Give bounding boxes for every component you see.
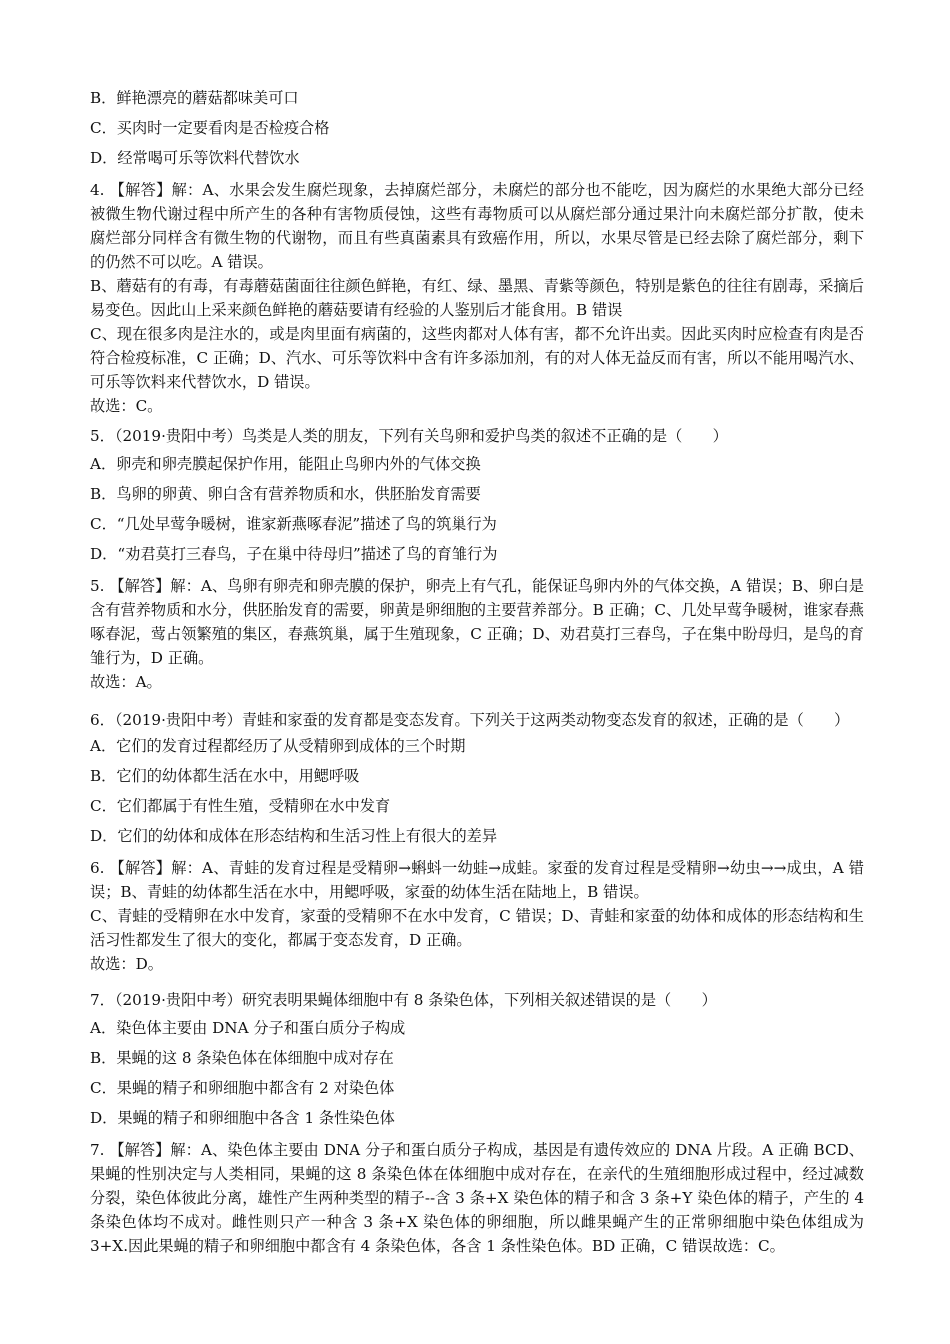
- solution-paragraph: 4. 【解答】解：A、水果会发生腐烂现象，去掉腐烂部分，未腐烂的部分也不能吃，因为腐烂的水果绝大部分已经被微生物代谢过程中所产生的各种有害物质侵蚀，这些有毒物质可以从腐烂部分通过果汁向未腐烂部分扩散，使未腐烂部分同样含有微生物的代谢物，而且有些真菌素具有致癌作用，所以，水果尽管是已经去除了腐烂部分，剩下的仍然不可以吃。A 错误。: [90, 181, 864, 271]
- solution-paragraph: 故选：C。: [90, 397, 163, 415]
- answer-option: B．鲜艳漂亮的蘑菇都味美可口: [90, 89, 299, 107]
- solution-paragraph: 6. 【解答】解：A、青蛙的发育过程是受精卵→蝌蚪一幼蛙→成蛙。家蚕的发育过程是受精卵→幼虫→→成虫，A 错误；B、青蛙的幼体都生活在水中，用鳃呼吸，家蚕的幼体生活在陆地上，B 错误。: [90, 859, 864, 901]
- answer-option: A．卵壳和卵壳膜起保护作用，能阻止鸟卵内外的气体交换: [90, 455, 481, 473]
- answer-option: C．它们都属于有性生殖，受精卵在水中发育: [90, 797, 391, 815]
- spacer: [90, 694, 864, 708]
- solution-paragraph: B、蘑菇有的有毒，有毒蘑菇菌面往往颜色鲜艳，有红、绿、墨黑、青紫等颜色，特别是紫色的往往有剧毒，采摘后易变色。因此山上采来颜色鲜艳的蘑菇要请有经验的人鉴别后才能食用。B 错误: [90, 277, 864, 319]
- answer-option: A．它们的发育过程都经历了从受精卵到成体的三个时期: [90, 737, 466, 755]
- solution-paragraph: 故选：D。: [90, 955, 163, 973]
- question-stem: 6．（2019·贵阳中考）青蛙和家蚕的发育都是变态发育。下列关于这两类动物变态发育的叙述，正确的是（ ）: [90, 711, 850, 729]
- answer-option: D．它们的幼体和成体在形态结构和生活习性上有很大的差异: [90, 827, 498, 845]
- solution-paragraph: C、现在很多肉是注水的，或是肉里面有病菌的，这些肉都对人体有害，都不允许出卖。因此买肉时应检查有肉是否符合检疫标准，C 正确；D、汽水、可乐等饮料中含有许多添加剂，有的对人体无益反而有害，所以不能用喝汽水、可乐等饮料来代替饮水，D 错误。: [90, 325, 864, 391]
- question-stem: 7．（2019·贵阳中考）研究表明果蝇体细胞中有 8 条染色体，下列相关叙述错误的是（ ）: [90, 991, 717, 1009]
- answer-option: D．经常喝可乐等饮料代替饮水: [90, 149, 300, 167]
- answer-option: C．买肉时一定要看肉是否检疫合格: [90, 119, 330, 137]
- solution-paragraph: 5. 【解答】解：A、鸟卵有卵壳和卵壳膜的保护，卵壳上有气孔，能保证鸟卵内外的气体交换，A 错误；B、卵白是含有营养物质和水分，供胚胎发育的需要，卵黄是卵细胞的主要营养部分。B 正确；C、几处早莺争暖树，谁家春燕啄春泥，莺占领繁殖的集区，春燕筑巢，属于生殖现象，C 正确；D、劝君莫打三春鸟，子在集中盼母归，是鸟的育雏行为，D 正确。: [90, 577, 864, 667]
- answer-option: B．它们的幼体都生活在水中，用鳃呼吸: [90, 767, 360, 785]
- answer-option: B．果蝇的这 8 条染色体在体细胞中成对存在: [90, 1049, 394, 1067]
- solution-paragraph: 7. 【解答】解：A、染色体主要由 DNA 分子和蛋白质分子构成，基因是有遗传效应的 DNA 片段。A 正确 BCD、果蝇的性别决定与人类相同，果蝇的这 8 条染色体在体细胞中成对存在，在亲代的生殖细胞形成过程中，经过减数分裂，染色体彼此分离，雄性产生两种类型的精子--含 3 条+X 染色体的精子和含 3 条+Y 染色体的精子，产生的 4 条染色体均不成对。雌性则只产一种含 3 条+X 染色体的卵细胞，所以雌果蝇产生的正常卵细胞中染色体组成为 3+X.因此果蝇的精子和卵细胞中都含有 4 条染色体，各含 1 条性染色体。BD 正确，C 错误故选：C。: [90, 1141, 864, 1255]
- answer-option: C．果蝇的精子和卵细胞中都含有 2 对染色体: [90, 1079, 395, 1097]
- answer-option: C．“几处早莺争暖树，谁家新燕啄春泥”描述了鸟的筑巢行为: [90, 515, 497, 533]
- question-stem: 5．（2019·贵阳中考）鸟类是人类的朋友，下列有关鸟卵和爱护鸟类的叙述不正确的是（ ）: [90, 427, 728, 445]
- answer-option: D．“劝君莫打三春鸟，子在巢中待母归”描述了鸟的育雏行为: [90, 545, 498, 563]
- solution-paragraph: 故选：A。: [90, 673, 162, 691]
- answer-option: B．鸟卵的卵黄、卵白含有营养物质和水，供胚胎发育需要: [90, 485, 481, 503]
- spacer: [90, 976, 864, 990]
- solution-paragraph: C、青蛙的受精卵在水中发育，家蚕的受精卵不在水中发育，C 错误；D、青蛙和家蚕的幼体和成体的形态结构和生活习性都发生了很大的变化，都属于变态发育，D 正确。: [90, 907, 864, 949]
- answer-option: D．果蝇的精子和卵细胞中各含 1 条性染色体: [90, 1109, 395, 1127]
- answer-option: A．染色体主要由 DNA 分子和蛋白质分子构成: [90, 1019, 406, 1037]
